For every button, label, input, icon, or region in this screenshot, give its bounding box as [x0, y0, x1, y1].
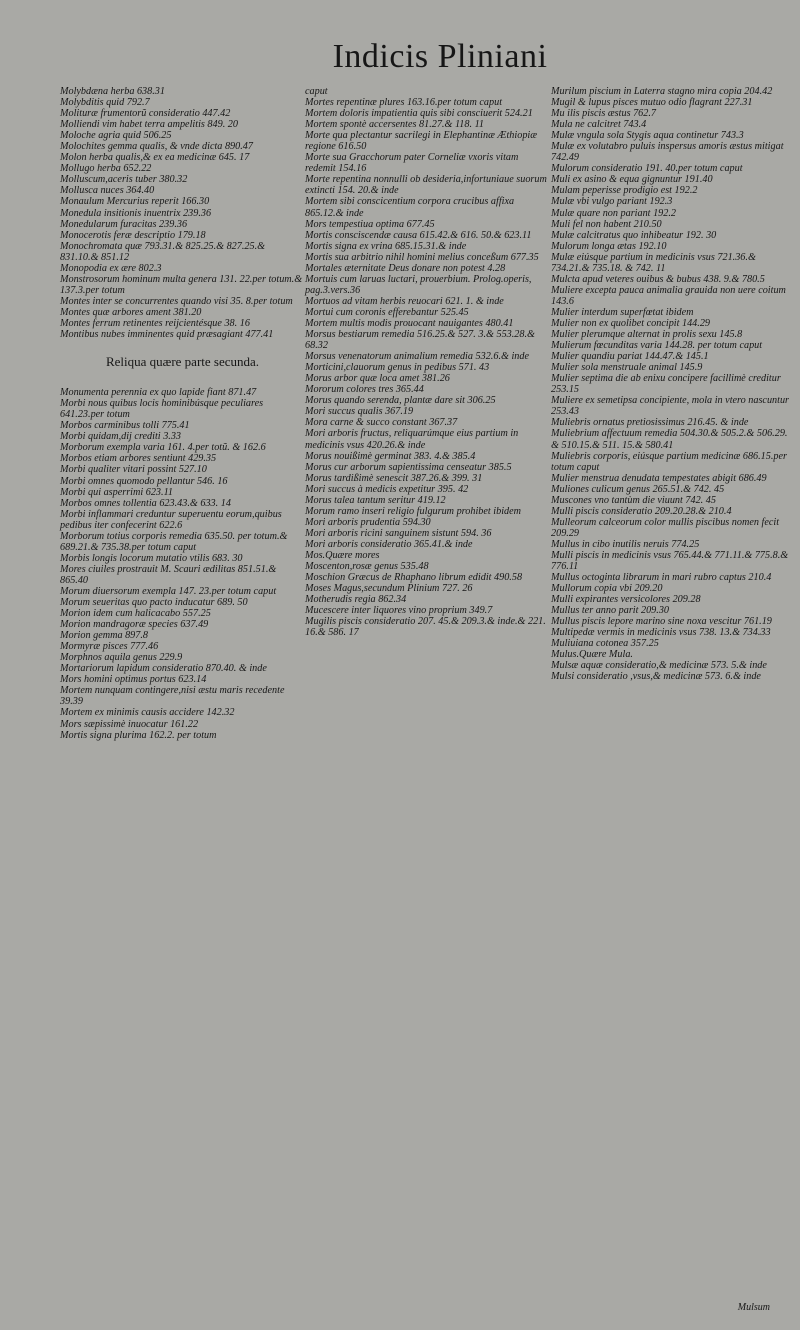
index-entry: Mortis signa plurima 162.2. per totum	[60, 729, 217, 741]
index-entry: Mortes repentinæ plures 163.16.per totum caput	[305, 97, 503, 109]
index-entry: Mors homini optimus portus 623.14	[60, 674, 207, 686]
index-entry: Morborum totius corporis remedia 635.50. per totum.& 689.21.& 735.38.per totum caput	[60, 530, 288, 553]
index-entry: Morticini,clauorum genus in pedibus 571. 43	[305, 362, 490, 374]
index-entry: Muli ex asino & equa gignuntur 191.40	[551, 174, 713, 186]
index-entry: Mortariorum lapidum consideratio 870.40. & inde	[60, 663, 267, 675]
index-entry: Molybdæna herba 638.31	[60, 86, 165, 97]
index-entry: Mortem doloris impatientia quis sibi consciuerit 524.21	[305, 108, 533, 120]
index-entry: Montes quæ arbores ament 381.20	[60, 306, 202, 318]
index-entry: Moscenton,rosæ genus 535.48	[305, 561, 429, 573]
index-entry: Muliuiana cotonea 357.25	[551, 638, 659, 650]
index-entry: Mortui cum coronis efferebantur 525.45	[305, 306, 469, 318]
index-entry: Muliebris corporis, eiúsque partium medicinæ 686.15.per totum caput	[551, 450, 787, 473]
index-entry: Mullus in cibo inutilis neruis 774.25	[551, 538, 700, 550]
index-entry: Morbos etiam arbores sentiunt 429.35	[60, 453, 217, 465]
index-entry: Muliones culicum genus 265.51.& 742. 45	[551, 483, 725, 495]
index-entry: Mortales æternitate Deus donare non potest 4.28	[305, 262, 506, 274]
index-entry: Mulier menstrua denudata tempestates abigit 686.49	[551, 472, 767, 484]
index-entry: Molituræ frumentorũ consideratio 447.42	[60, 108, 231, 120]
index-entry: Morborum exempla varia 161. 4.per totũ. & 162.6	[60, 442, 266, 454]
index-entry: Mormyræ pisces 777.46	[60, 641, 159, 653]
index-entry: Mulleorum calceorum color mullis piscibus nomen fecit 209.29	[551, 516, 780, 539]
index-entry: Morte repentina nonnulli ob desideria,infortuniaue suorum extincti 154. 20.& inde	[305, 174, 547, 197]
index-entry: Muscones vno tantùm die viuunt 742. 45	[551, 494, 716, 506]
index-entry: Mortem spontè accersentes 81.27.& 118. 11	[305, 119, 485, 131]
index-entry: Mullorum copia vbi 209.20	[551, 583, 663, 595]
index-entry: Morus tardißimè senescit 387.26.& 399. 31	[305, 472, 483, 484]
index-entry: Morbos omnes tollentia 623.43.& 633. 14	[60, 497, 231, 509]
index-entry: Mullus ter anno parit 209.30	[551, 605, 670, 617]
index-entry: Morum diuersorum exempla 147. 23.per totum caput	[60, 585, 277, 597]
index-entry: Mulæ vbi vulgo pariant 192.3	[551, 196, 673, 208]
index-entry: Morbi quidam,dij crediti 3.33	[60, 431, 182, 443]
index-entry: Monedula insitionis inuentrix 239.36	[60, 207, 212, 219]
index-entry: Morus talea tantum seritur 419.12	[305, 494, 446, 506]
index-entry: Mulier sola menstruale animal 145.9	[551, 362, 703, 374]
index-entry: Mororum colores tres 365.44	[305, 384, 424, 396]
index-entry: Mori succus qualis 367.19	[305, 406, 414, 418]
index-entry: Morbis longis locorum mutatio vtilis 683. 30	[60, 552, 243, 564]
index-entry: Moschion Græcus de Rhaphano librum edidit 490.58	[305, 572, 523, 584]
index-entry: Molluscum,aceris tuber 380.32	[60, 174, 188, 186]
index-entry: Mulæ quare non pariant 192.2	[551, 207, 676, 219]
index-entry: Mullus octoginta librarum in mari rubro captus 210.4	[551, 572, 772, 584]
index-entry: Morphnos aquila genus 229.9	[60, 652, 183, 664]
index-entry: Morte sua Gracchorum pater Corneliæ vxoris vitam redemit 154.16	[305, 152, 519, 175]
index-entry: Morsus bestiarum remedia 516.25.& 527. 3.& 553.28.& 68.32	[305, 329, 535, 352]
index-entry: Mulæ ex volutabro puluis inspersus amoris æstus mitigat 742.49	[551, 141, 784, 164]
index-entry: Mulier plerumque alternat in prolis sexu 145.8	[551, 329, 743, 341]
catchword: Mulsum	[737, 1302, 770, 1313]
index-entry: Mors sæpissimè inuocatur 161.22	[60, 718, 199, 730]
index-entry: Morte qua plectantur sacrilegi in Elephantinæ Æthiopiæ regione 616.50	[305, 130, 538, 153]
index-entry: Monstrosorum hominum multa genera 131. 22.per totum.& 137.3.per totum	[60, 273, 303, 296]
index-entry: Mortem multis modis prouocant nauigantes 480.41	[305, 317, 514, 329]
index-entry: Mori arboris fructus, reliquarúmque eius partium in medicinis vsus 420.26.& inde	[305, 428, 519, 451]
index-entry: Montes inter se concurrentes quando visi 35. 8.per totum	[60, 295, 293, 307]
index-entry: Monaulum Mercurius reperit 166.30	[60, 196, 210, 208]
index-entry: Moses Magus,secundum Plinium 727. 26	[305, 583, 473, 595]
index-entry: Monumenta perennia ex quo lapide fiant 871.47	[60, 387, 257, 399]
index-entry: Mulier interdum superfœtat ibidem	[551, 306, 694, 318]
index-entry: Mortis signa ex vrina 685.15.31.& inde	[305, 240, 467, 252]
index-column-3	[551, 86, 796, 683]
index-entry: Murilum piscium in Laterra stagno mira copia 204.42	[551, 86, 773, 97]
index-entry: Mula ne calcitret 743.4	[551, 119, 647, 131]
index-entry: Muliere excepta pauca animalia grauida non uere coitum 143.6	[551, 284, 786, 307]
index-entry: Mors tempestiua optima 677.45	[305, 218, 435, 230]
index-entry: Molochites gemma qualis, & vnde dicta 890.47	[60, 141, 253, 153]
index-entry: Mulier quandiu pariat 144.47.& 145.1	[551, 351, 709, 363]
index-entry: Muli fel non habent 210.50	[551, 218, 662, 230]
index-entry: Mu ilis piscis æstus 762.7	[551, 108, 656, 120]
index-entry: Morion mandragoræ species 637.49	[60, 619, 209, 631]
index-entry: Mulæ eiúsque partium in medicinis vsus 721.36.& 734.21.& 735.18. & 742. 11	[551, 251, 756, 274]
index-entry: Mora carne & succo constant 367.37	[305, 417, 458, 429]
index-entry: Mortuis cum laruas luctari, prouerbium. Prolog.operis, pag.3.vers.36	[305, 273, 532, 296]
index-entry: Mulcta apud veteres ouibus & bubus 438. 9.& 780.5	[551, 273, 765, 285]
index-column-1	[60, 86, 305, 741]
index-entry: Mulier septima die ab enixu concipere facillimè creditur 253.15	[551, 373, 781, 396]
index-entry: Molybditis quid 792.7	[60, 97, 150, 109]
index-entry: Mullus piscis lepore marino sine noxa vescitur 761.19	[551, 616, 772, 628]
index-entry: Mugil & lupus pisces mutuo odio flagrant 227.31	[551, 97, 753, 109]
index-entry: Morum seueritas quo pacto inducatur 689. 50	[60, 597, 248, 609]
index-entry: Morbi nous quibus locis hominibúsque peculiares 641.23.per totum	[60, 398, 264, 421]
index-entry: Montibus nubes imminentes quid præsagiant 477.41	[60, 329, 274, 341]
index-entry: Morion idem cum halicacabo 557.25	[60, 608, 211, 620]
index-entry: Morus arbor quæ loca amet 381.26	[305, 373, 450, 385]
index-entry: Mulorum longa ætas 192.10	[551, 240, 667, 252]
index-entry: Moloche agria quid 506.25	[60, 130, 172, 142]
index-entry: Mortis consciscendæ causa 615.42.& 616. 50.& 623.11	[305, 229, 532, 241]
index-entry: caput	[305, 86, 328, 97]
index-entry: Monocerotis feræ descriptio 179.18	[60, 229, 206, 241]
page-title: Indicis Pliniani	[332, 38, 548, 75]
index-entry: Mori arboris prudentia 594.30	[305, 516, 431, 528]
index-entry: Molliendi vim habet terra ampelitis 849. 20	[60, 119, 238, 131]
index-entry: Montes ferrum retinentes reijcientésque 38. 16	[60, 317, 250, 329]
index-column-2	[305, 86, 550, 638]
index-entry: Mulier non ex quolibet concipit 144.29	[551, 317, 711, 329]
index-entry: Mori succus à medicis expetitur 395. 42	[305, 483, 469, 495]
index-entry: Mollusca nuces 364.40	[60, 185, 155, 197]
index-entry: Monopodia ex ære 802.3	[60, 262, 162, 274]
index-entry: Mortem nunquam contingere,nisi æstu maris recedente 39.39	[60, 685, 285, 708]
index-entry: Mulæ vngula sola Stygis aqua continetur 743.3	[551, 130, 744, 142]
index-entry: Mollugo herba 652.22	[60, 163, 152, 175]
index-entry: Morbi inflammari creduntur superuentu eorum,quibus pedibus iter confecerint 622.6	[60, 508, 282, 531]
index-entry: Mortem sibi conscicentium corpora crucibus affixa 865.12.& inde	[305, 196, 515, 219]
index-entry: Mori arboris consideratio 365.41.& inde	[305, 538, 473, 550]
index-entry: Morbos carminibus tolli 775.41	[60, 420, 190, 432]
index-entry: Mulli expirantes versicolores 209.28	[551, 594, 701, 606]
index-entry: Monedularum furacitas 239.36	[60, 218, 188, 230]
index-entry: Mulam peperisse prodigio est 192.2	[551, 185, 698, 197]
index-entry: Morus cur arborum sapientissima censeatur 385.5	[305, 461, 512, 473]
index-entry: Mulli piscis in medicinis vsus 765.44.& 771.11.& 775.8.& 776.11	[551, 549, 789, 573]
index-entry: Mores ciuiles prostrauit M. Scauri ædilitas 851.51.& 865.40	[60, 563, 277, 586]
index-entry: Morum ramo inseri religio fulgurum prohibet ibidem	[305, 505, 522, 517]
index-entry: Mulorum consideratio 191. 40.per totum caput	[551, 163, 743, 175]
index-entry: Morbi qualiter vitari possint 527.10	[60, 464, 207, 476]
index-entry: Mulus.Quære Mula.	[551, 649, 633, 661]
index-entry: Monochromata quæ 793.31.& 825.25.& 827.25.& 831.10.& 851.12	[60, 240, 266, 263]
index-entry: Mulsæ aquæ consideratio,& medicinæ 573. 5.& inde	[551, 660, 767, 672]
index-entry: Morsus venenatorum animalium remedia 532.6.& inde	[305, 351, 530, 363]
index-entry: Multipedæ vermis in medicinis vsus 738. 13.& 734.33	[551, 627, 771, 639]
index-entry: Motherudis regia 862.34	[305, 594, 407, 606]
index-entry: Mulli piscis consideratio 209.20.28.& 210.4	[551, 505, 732, 517]
index-entry: Muliebris ornatus pretiosissimus 216.45. & inde	[551, 417, 749, 429]
index-entry: Muliere ex semetipsa concipiente, mola in vtero nascuntur 253.43	[551, 395, 790, 418]
index-entry: Mortis sua arbitrio nihil homini melius conceßum 677.35	[305, 251, 539, 263]
index-entry: Morus quando serenda, plantæ dare sit 306.25	[305, 395, 496, 407]
index-entry: Mucescere inter liquores vino proprium 349.7	[305, 605, 493, 617]
index-entry: Mortem ex minimis causis accidere 142.32	[60, 707, 235, 719]
index-entry: Mugilis piscis consideratio 207. 45.& 209.3.& inde.& 221. 16.& 586. 17	[305, 616, 546, 639]
index-entry: Molon herba qualis,& ex ea medicinæ 645. 17	[60, 152, 250, 164]
index-entry: Mulsi consideratio ,vsus,& medicinæ 573. 6.& inde	[551, 671, 761, 683]
index-entry: Mulierum fœcunditas varia 144.28. per totum caput	[551, 340, 763, 352]
index-entry: Reliqua quære parte secunda.	[105, 354, 260, 370]
index-entry: Morbi omnes quomodo pellantur 546. 16	[60, 475, 228, 487]
index-entry: Mortuos ad vitam herbis reuocari 621. 1. & inde	[305, 295, 504, 307]
index-entry: Mori arboris ricini sanguinem sistunt 594. 36	[305, 527, 492, 539]
index-entry: Muliebrium affectuum remedia 504.30.& 505.2.& 506.29. & 510.15.& 511. 15.& 580.41	[551, 428, 788, 451]
index-entry: Morbi qui asperrimi 623.11	[60, 486, 174, 498]
index-entry: Mos.Quære mores	[305, 549, 380, 561]
index-entry: Morion gemma 897.8	[60, 630, 149, 642]
index-entry: Mulæ calcitratus quo inhibeatur 192. 30	[551, 229, 717, 241]
index-entry: Morus nouißimè germinat 383. 4.& 385.4	[305, 450, 476, 462]
